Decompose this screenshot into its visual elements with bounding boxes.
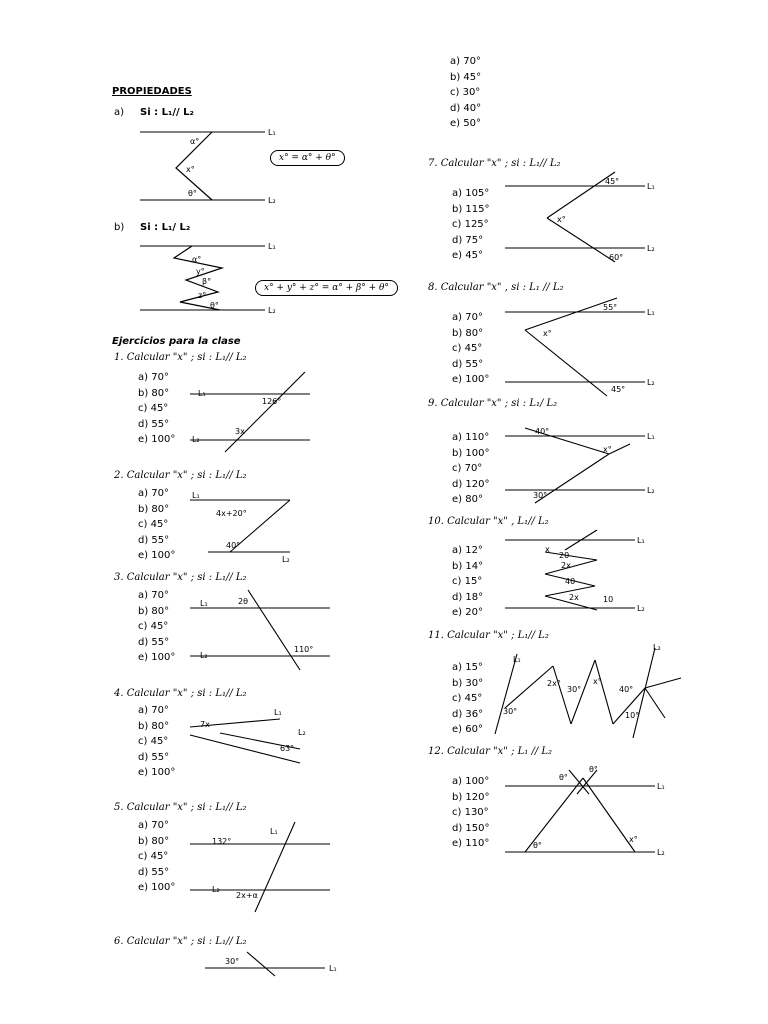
exercise-4-question: 4. Calcular "x" ; si : L₁// L₂ (114, 688, 247, 699)
exercise-10-question: 10. Calcular "x" , L₁// L₂ (428, 516, 549, 527)
exercise-12-label-5: x° (629, 835, 638, 844)
exercise-9-label-2: L₁ (647, 432, 655, 441)
exercise-9-option-d: d) 120° (452, 478, 490, 490)
exercise-4-option-c: c) 45° (138, 736, 169, 747)
exercise-12-option-e: e) 110° (452, 838, 490, 849)
exercise-6-option-d: d) 40° (450, 102, 482, 114)
exercise-8-option-c: c) 45° (452, 343, 483, 354)
exercise-7-label-4: L₂ (647, 244, 655, 253)
exercise-11-line-5 (595, 660, 613, 724)
exercise-10-label-2: x (545, 545, 550, 554)
exercise-4-option-e: e) 100° (138, 767, 176, 778)
exercise-12-option-b: b) 120° (452, 791, 490, 803)
exercise-11-label-2: L₂ (653, 643, 661, 652)
fig-a-x: x° (186, 165, 195, 174)
exercise-7-option-e: e) 45° (452, 250, 483, 261)
exercise-10-option-e: e) 20° (452, 607, 483, 618)
exercise-12-label-6: L₂ (657, 848, 665, 857)
exercise-10-label-8: L₂ (637, 604, 645, 613)
exercise-10-label-6: 2x (569, 593, 579, 602)
exercise-5-option-a: a) 70° (138, 820, 169, 831)
exercise-11-line-3 (553, 666, 571, 724)
exercise-11-option-c: c) 45° (452, 693, 483, 704)
exercise-5-figure (190, 822, 340, 912)
exercise-8-label-5: 45° (611, 385, 626, 394)
exercise-3-option-d: d) 55° (138, 636, 170, 648)
exercise-10-option-d: d) 18° (452, 591, 484, 603)
exercise-6-label-1: 30° (225, 957, 240, 966)
exercise-12-option-c: c) 130° (452, 807, 489, 818)
exercise-6-option-b: b) 45° (450, 71, 482, 83)
exercise-5-question: 5. Calcular "x" ; si : L₁// L₂ (114, 802, 247, 813)
exercise-5-label-3: L₂ (212, 885, 220, 894)
exercise-11-line-1 (495, 654, 517, 734)
exercise-8-label-2: L₁ (647, 308, 655, 317)
exercise-9-line-5 (609, 444, 630, 454)
fig-b-l1: L₁ (268, 242, 276, 251)
exercise-6-option-a: a) 70° (450, 56, 481, 67)
exercise-2-label-3: 40° (226, 541, 241, 550)
exercise-2-option-c: c) 45° (138, 519, 169, 530)
exercise-2-option-b: b) 80° (138, 503, 170, 515)
exercise-3-label-1: L₁ (200, 599, 208, 608)
exercise-8-label-1: 55° (603, 303, 618, 312)
exercise-7-label-1: 45° (605, 177, 620, 186)
fig-a-theta: θ° (188, 189, 197, 198)
fig-b-beta: β° (202, 277, 212, 286)
fig-b-l2: L₂ (268, 306, 276, 315)
exercise-4-option-d: d) 55° (138, 751, 170, 763)
exercise-6-figure (205, 952, 335, 976)
exercise-5-label-4: 2x+α (236, 891, 258, 900)
exercise-2-label-2: 4x+20° (216, 509, 247, 518)
exercise-11-label-4: 30° (567, 685, 582, 694)
exercise-1-label-4: 3x (235, 427, 245, 436)
exercise-7-option-d: d) 75° (452, 234, 484, 246)
exercise-7-question: 7. Calcular "x" ; si : L₁// L₂ (428, 158, 561, 169)
exercise-3-question: 3. Calcular "x" ; si : L₁// L₂ (114, 572, 247, 583)
exercises-title: Ejercicios para la clase (112, 336, 241, 347)
exercise-4-label-1: 7x (200, 720, 210, 729)
exercise-10-option-c: c) 15° (452, 576, 483, 587)
exercise-7-line-4 (547, 218, 615, 262)
exercise-4-option-b: b) 80° (138, 720, 170, 732)
exercise-10-option-a: a) 12° (452, 545, 483, 556)
exercise-12-option-a: a) 100° (452, 776, 490, 787)
exercise-8-figure (505, 296, 655, 396)
exercise-6-option-c: c) 30° (450, 87, 481, 98)
exercise-9-option-c: c) 70° (452, 463, 483, 474)
property-a-figure (140, 120, 290, 210)
exercise-3-figure (190, 590, 340, 670)
exercise-10-label-4: 2x (561, 561, 571, 570)
exercise-10-label-3: 20 (559, 551, 570, 560)
exercise-7-label-3: x° (557, 215, 566, 224)
exercise-11-option-d: d) 36° (452, 708, 484, 720)
exercise-12-option-d: d) 150° (452, 822, 490, 834)
exercise-12-label-1: θ° (559, 773, 568, 782)
exercise-3-option-a: a) 70° (138, 590, 169, 601)
exercise-1-figure (190, 372, 340, 452)
exercise-7-option-b: b) 115° (452, 203, 490, 215)
exercise-6-option-e: e) 50° (450, 118, 481, 129)
exercise-2-figure (190, 490, 300, 570)
exercise-11-label-6: 40° (619, 685, 634, 694)
exercise-12-question: 12. Calcular "x" ; L₁ // L₂ (428, 746, 553, 757)
exercise-11-question: 11. Calcular "x" ; L₁// L₂ (428, 630, 549, 641)
properties-title: PROPIEDADES (112, 86, 192, 97)
exercise-6-label-2: L₁ (329, 964, 337, 973)
exercise-7-label-2: L₁ (647, 182, 655, 191)
exercise-10-label-5: 40 (565, 577, 576, 586)
exercise-1-option-e: e) 100° (138, 434, 176, 445)
exercise-11-line-9 (645, 678, 681, 688)
exercise-5-option-c: c) 45° (138, 851, 169, 862)
exercise-10-label-7: 10 (603, 595, 614, 604)
exercise-11-label-7: 30° (503, 707, 518, 716)
exercise-11-option-b: b) 30° (452, 677, 484, 689)
exercise-1-option-d: d) 55° (138, 418, 170, 430)
exercise-1-label-1: L₁ (198, 389, 206, 398)
exercise-9-question: 9. Calcular "x" ; si : L₁/ L₂ (428, 398, 558, 409)
fig-a-l2: L₂ (268, 196, 276, 205)
exercise-8-label-3: x° (543, 329, 552, 338)
exercise-11-label-3: 2x° (547, 679, 561, 688)
exercise-2-label-4: L₂ (282, 555, 290, 564)
exercise-8-line-4 (525, 330, 607, 396)
exercise-12-label-2: θ° (589, 765, 598, 774)
exercise-3-option-b: b) 80° (138, 605, 170, 617)
exercise-4-label-3: L₂ (298, 728, 306, 737)
fig-b-z: z° (198, 291, 207, 300)
exercise-9-option-b: b) 100° (452, 447, 490, 459)
exercise-3-label-2: 2θ (238, 597, 248, 606)
fig-b-y: y° (196, 267, 205, 276)
exercise-1-option-a: a) 70° (138, 372, 169, 383)
exercise-2-question: 2. Calcular "x" ; si : L₁// L₂ (114, 470, 247, 481)
exercise-1-question: 1. Calcular "x" ; si : L₁// L₂ (114, 352, 247, 363)
exercise-11-option-a: a) 15° (452, 662, 483, 673)
exercise-9-figure (505, 418, 655, 503)
property-b-condition: Si : L₁/ L₂ (140, 222, 191, 233)
exercise-11-figure (495, 643, 695, 738)
exercise-1-option-c: c) 45° (138, 403, 169, 414)
property-a-formula: x° = α° + θ° (270, 150, 345, 166)
exercise-12-figure (505, 760, 665, 860)
exercise-10-line-5 (545, 560, 597, 574)
exercise-8-option-d: d) 55° (452, 358, 484, 370)
exercise-4-option-a: a) 70° (138, 705, 169, 716)
fig-b-alpha: α° (192, 255, 202, 264)
exercise-10-option-b: b) 14° (452, 560, 484, 572)
exercise-6-line-2 (247, 952, 275, 976)
exercise-9-option-e: e) 80° (452, 494, 483, 505)
exercise-4-label-4: 63° (280, 744, 295, 753)
exercise-3-line-3 (248, 590, 300, 670)
property-a-condition: Si : L₁// L₂ (140, 107, 194, 118)
exercise-8-option-a: a) 70° (452, 312, 483, 323)
exercise-2-option-a: a) 70° (138, 488, 169, 499)
exercise-9-label-1: 40° (535, 427, 550, 436)
exercise-3-label-4: L₂ (200, 651, 208, 660)
exercise-3-option-e: e) 100° (138, 652, 176, 663)
exercise-9-option-a: a) 110° (452, 432, 490, 443)
exercise-4-figure (190, 705, 310, 775)
exercise-1-label-3: L₂ (192, 435, 200, 444)
exercise-5-option-e: e) 100° (138, 882, 176, 893)
exercise-2-option-d: d) 55° (138, 534, 170, 546)
exercise-5-option-d: d) 55° (138, 866, 170, 878)
exercise-7-label-5: 60° (609, 253, 624, 262)
exercise-5-label-1: 132° (212, 837, 232, 846)
exercise-3-option-c: c) 45° (138, 621, 169, 632)
exercise-12-label-4: θ° (533, 841, 542, 850)
exercise-10-figure (505, 530, 655, 613)
exercise-11-line-7 (645, 688, 665, 718)
exercise-3-label-3: 110° (294, 645, 314, 654)
exercise-7-option-c: c) 125° (452, 219, 489, 230)
exercise-5-label-2: L₁ (270, 827, 278, 836)
exercise-7-option-a: a) 105° (452, 188, 490, 199)
property-b-figure (140, 236, 290, 318)
exercise-10-line-4 (545, 552, 597, 560)
fig-a-alpha: α° (190, 137, 200, 146)
exercise-8-label-4: L₂ (647, 378, 655, 387)
exercise-7-figure (505, 172, 655, 262)
exercise-9-label-3: x° (603, 445, 612, 454)
property-b-formula: x° + y° + z° = α° + β° + θ° (255, 280, 398, 296)
exercise-9-label-5: L₂ (647, 486, 655, 495)
property-b-label: b) (114, 222, 125, 233)
exercise-11-label-5: x° (593, 677, 602, 686)
exercise-4-label-2: L₁ (274, 708, 282, 717)
exercise-12-line-4 (583, 778, 635, 852)
exercise-5-option-b: b) 80° (138, 835, 170, 847)
exercise-8-question: 8. Calcular "x" , si : L₁ // L₂ (428, 282, 564, 293)
exercise-11-line-8 (633, 648, 655, 738)
exercise-6-question: 6. Calcular "x" ; si : L₁// L₂ (114, 936, 247, 947)
exercise-11-label-1: L₁ (513, 655, 521, 664)
exercise-11-label-8: 10° (625, 711, 640, 720)
fig-b-theta: θ° (210, 301, 219, 310)
exercise-12-label-3: L₁ (657, 782, 665, 791)
exercise-1-label-2: 126° (262, 397, 282, 406)
property-a-label: a) (114, 107, 125, 118)
exercise-2-label-1: L₁ (192, 491, 200, 500)
exercise-2-option-e: e) 100° (138, 550, 176, 561)
fig-a-l1: L₁ (268, 128, 276, 137)
exercise-8-option-e: e) 100° (452, 374, 490, 385)
exercise-1-option-b: b) 80° (138, 387, 170, 399)
exercise-9-label-4: 30° (533, 491, 548, 500)
exercise-11-option-e: e) 60° (452, 724, 483, 735)
exercise-10-label-1: L₁ (637, 536, 645, 545)
exercise-8-option-b: b) 80° (452, 327, 484, 339)
